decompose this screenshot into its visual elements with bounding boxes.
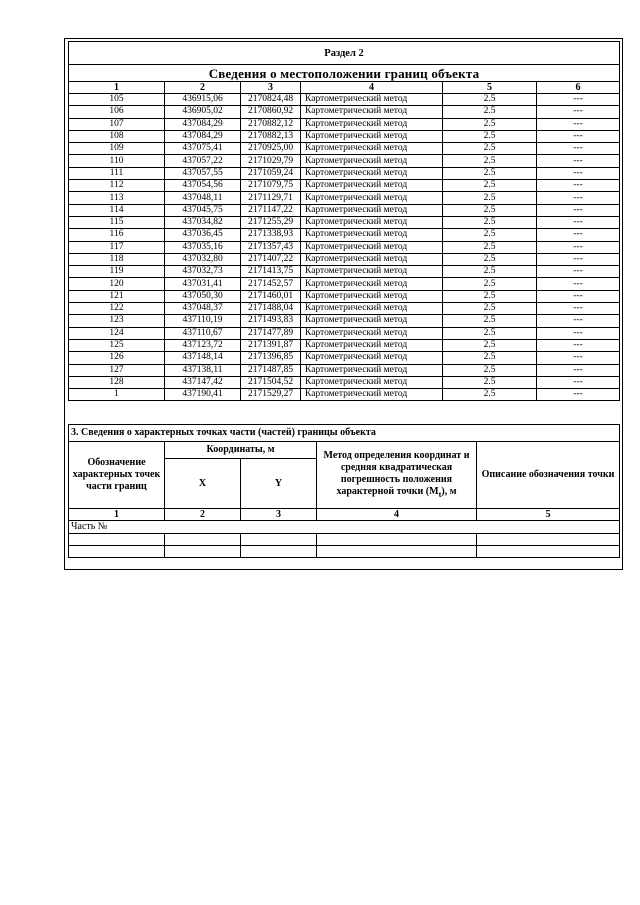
column-number: 4 [317, 509, 477, 521]
description: --- [537, 229, 620, 241]
accuracy: 2.5 [443, 167, 537, 179]
y-coord: 2171059,24 [241, 167, 301, 179]
section3-title: 3. Сведения о характерных точках части (частей) границы объекта [69, 425, 620, 442]
description: --- [537, 130, 620, 142]
accuracy: 2.5 [443, 290, 537, 302]
x-header: X [165, 459, 241, 509]
y-coord: 2171487,85 [241, 364, 301, 376]
point-number: 127 [69, 364, 165, 376]
x-coord: 437110,19 [165, 315, 241, 327]
point-number: 116 [69, 229, 165, 241]
accuracy: 2.5 [443, 266, 537, 278]
description: --- [537, 327, 620, 339]
table-row [69, 241, 620, 253]
table-row [69, 389, 620, 401]
point-number: 111 [69, 167, 165, 179]
y-coord: 2171338,93 [241, 229, 301, 241]
accuracy: 2.5 [443, 303, 537, 315]
method: Картометрический метод [301, 130, 443, 142]
column-number: 1 [69, 509, 165, 521]
empty-row [69, 546, 620, 558]
point-number: 120 [69, 278, 165, 290]
x-coord: 437190,41 [165, 389, 241, 401]
method: Картометрический метод [301, 204, 443, 216]
y-coord: 2171504,52 [241, 376, 301, 388]
description: --- [537, 118, 620, 130]
x-coord: 437148,14 [165, 352, 241, 364]
y-coord: 2171029,79 [241, 155, 301, 167]
x-coord: 437147,42 [165, 376, 241, 388]
point-number: 128 [69, 376, 165, 388]
y-header: Y [241, 459, 317, 509]
column-number: 5 [477, 509, 620, 521]
desc-header: Описание обозначения точки [477, 442, 620, 509]
empty-row [69, 534, 620, 546]
boundary-table [68, 41, 620, 401]
description: --- [537, 290, 620, 302]
method: Картометрический метод [301, 216, 443, 228]
method: Картометрический метод [301, 229, 443, 241]
accuracy: 2.5 [443, 106, 537, 118]
point-number: 126 [69, 352, 165, 364]
description: --- [537, 192, 620, 204]
point-number: 105 [69, 94, 165, 106]
x-coord: 436915,06 [165, 94, 241, 106]
x-coord: 437075,41 [165, 143, 241, 155]
description: --- [537, 266, 620, 278]
method: Картометрический метод [301, 94, 443, 106]
x-coord: 437054,56 [165, 180, 241, 192]
column-number: 2 [165, 82, 241, 94]
accuracy: 2.5 [443, 130, 537, 142]
y-coord: 2170925,00 [241, 143, 301, 155]
y-coord: 2171079,75 [241, 180, 301, 192]
description: --- [537, 315, 620, 327]
table-row [69, 143, 620, 155]
accuracy: 2.5 [443, 327, 537, 339]
accuracy: 2.5 [443, 364, 537, 376]
point-number: 115 [69, 216, 165, 228]
x-coord: 437084,29 [165, 130, 241, 142]
y-coord: 2171477,89 [241, 327, 301, 339]
method: Картометрический метод [301, 376, 443, 388]
accuracy: 2.5 [443, 315, 537, 327]
column-number: 1 [69, 82, 165, 94]
point-number: 113 [69, 192, 165, 204]
description: --- [537, 352, 620, 364]
y-coord: 2171357,43 [241, 241, 301, 253]
y-coord: 2171452,57 [241, 278, 301, 290]
accuracy: 2.5 [443, 118, 537, 130]
table-row [69, 192, 620, 204]
y-coord: 2171396,85 [241, 352, 301, 364]
x-coord: 437048,37 [165, 303, 241, 315]
y-coord: 2171391,87 [241, 339, 301, 351]
table-row [69, 130, 620, 142]
point-number: 110 [69, 155, 165, 167]
table-row [69, 94, 620, 106]
description: --- [537, 204, 620, 216]
column-number: 3 [241, 509, 317, 521]
description: --- [537, 216, 620, 228]
accuracy: 2.5 [443, 143, 537, 155]
accuracy: 2.5 [443, 204, 537, 216]
table-row [69, 303, 620, 315]
col1-header: Обозначение характерных точек части границ [69, 442, 165, 509]
column-number: 4 [301, 82, 443, 94]
x-coord: 437032,80 [165, 253, 241, 265]
table-row [69, 204, 620, 216]
y-coord: 2170882,13 [241, 130, 301, 142]
point-number: 117 [69, 241, 165, 253]
table-row [69, 253, 620, 265]
x-coord: 437045,75 [165, 204, 241, 216]
description: --- [537, 339, 620, 351]
accuracy: 2.5 [443, 192, 537, 204]
accuracy: 2.5 [443, 155, 537, 167]
table-row [69, 118, 620, 130]
x-coord: 437032,73 [165, 266, 241, 278]
table-row [69, 352, 620, 364]
y-coord: 2170882,12 [241, 118, 301, 130]
section3-number-row [69, 509, 620, 521]
point-number: 121 [69, 290, 165, 302]
table-row [69, 167, 620, 179]
accuracy: 2.5 [443, 376, 537, 388]
method-header-main: Метод определения координат и средняя квадратическая погрешность положения характерной точки (M [323, 449, 470, 497]
accuracy: 2.5 [443, 389, 537, 401]
table-row [69, 327, 620, 339]
x-coord: 437138,11 [165, 364, 241, 376]
method: Картометрический метод [301, 290, 443, 302]
table-row [69, 364, 620, 376]
accuracy: 2.5 [443, 241, 537, 253]
method: Картометрический метод [301, 364, 443, 376]
description: --- [537, 303, 620, 315]
description: --- [537, 376, 620, 388]
accuracy: 2.5 [443, 94, 537, 106]
description: --- [537, 143, 620, 155]
method-header [317, 442, 477, 509]
method: Картометрический метод [301, 180, 443, 192]
table-row [69, 229, 620, 241]
x-coord: 437050,30 [165, 290, 241, 302]
coords-header: Координаты, м [165, 442, 317, 459]
y-coord: 2171493,83 [241, 315, 301, 327]
column-number: 3 [241, 82, 301, 94]
point-number: 114 [69, 204, 165, 216]
method: Картометрический метод [301, 278, 443, 290]
table-row [69, 106, 620, 118]
description: --- [537, 364, 620, 376]
table-row [69, 376, 620, 388]
accuracy: 2.5 [443, 352, 537, 364]
x-coord: 437035,16 [165, 241, 241, 253]
accuracy: 2.5 [443, 216, 537, 228]
table-row [69, 266, 620, 278]
x-coord: 437084,29 [165, 118, 241, 130]
point-number: 119 [69, 266, 165, 278]
column-number: 5 [443, 82, 537, 94]
method: Картометрический метод [301, 143, 443, 155]
description: --- [537, 241, 620, 253]
point-number: 1 [69, 389, 165, 401]
y-coord: 2170824,48 [241, 94, 301, 106]
accuracy: 2.5 [443, 253, 537, 265]
method: Картометрический метод [301, 389, 443, 401]
description: --- [537, 155, 620, 167]
description: --- [537, 389, 620, 401]
point-number: 125 [69, 339, 165, 351]
method: Картометрический метод [301, 253, 443, 265]
column-number: 2 [165, 509, 241, 521]
method: Картометрический метод [301, 266, 443, 278]
y-coord: 2171407,22 [241, 253, 301, 265]
x-coord: 437031,41 [165, 278, 241, 290]
x-coord: 437057,55 [165, 167, 241, 179]
description: --- [537, 278, 620, 290]
description: --- [537, 94, 620, 106]
method-header-sub: t [438, 489, 442, 499]
point-number: 122 [69, 303, 165, 315]
column-number: 6 [537, 82, 620, 94]
method: Картометрический метод [301, 106, 443, 118]
accuracy: 2.5 [443, 180, 537, 192]
method: Картометрический метод [301, 315, 443, 327]
point-number: 118 [69, 253, 165, 265]
section-label: Раздел 2 [69, 42, 620, 65]
method: Картометрический метод [301, 241, 443, 253]
y-coord: 2171529,27 [241, 389, 301, 401]
x-coord: 437123,72 [165, 339, 241, 351]
x-coord: 437057,22 [165, 155, 241, 167]
section3-table [68, 424, 620, 558]
point-number: 108 [69, 130, 165, 142]
accuracy: 2.5 [443, 339, 537, 351]
y-coord: 2171147,22 [241, 204, 301, 216]
method: Картометрический метод [301, 155, 443, 167]
description: --- [537, 253, 620, 265]
point-number: 124 [69, 327, 165, 339]
table-row [69, 180, 620, 192]
description: --- [537, 106, 620, 118]
y-coord: 2171129,71 [241, 192, 301, 204]
y-coord: 2171488,04 [241, 303, 301, 315]
x-coord: 436905,02 [165, 106, 241, 118]
method: Картометрический метод [301, 352, 443, 364]
y-coord: 2171460,01 [241, 290, 301, 302]
table-row [69, 290, 620, 302]
y-coord: 2171413,75 [241, 266, 301, 278]
method: Картометрический метод [301, 327, 443, 339]
method-header-tail: ), м [441, 485, 457, 497]
point-number: 109 [69, 143, 165, 155]
x-coord: 437036,45 [165, 229, 241, 241]
table-row [69, 155, 620, 167]
point-number: 112 [69, 180, 165, 192]
part-label: Часть № [69, 521, 620, 534]
x-coord: 437110,67 [165, 327, 241, 339]
x-coord: 437048,11 [165, 192, 241, 204]
table-row [69, 339, 620, 351]
method: Картометрический метод [301, 192, 443, 204]
table-row [69, 216, 620, 228]
table-row [69, 315, 620, 327]
x-coord: 437034,82 [165, 216, 241, 228]
point-number: 106 [69, 106, 165, 118]
description: --- [537, 180, 620, 192]
y-coord: 2171255,29 [241, 216, 301, 228]
accuracy: 2.5 [443, 278, 537, 290]
description: --- [537, 167, 620, 179]
method: Картометрический метод [301, 167, 443, 179]
accuracy: 2.5 [443, 229, 537, 241]
method: Картометрический метод [301, 303, 443, 315]
column-number-row [69, 82, 620, 94]
point-number: 123 [69, 315, 165, 327]
table-title: Сведения о местоположении границ объекта [69, 65, 620, 82]
table-row [69, 278, 620, 290]
y-coord: 2170860,92 [241, 106, 301, 118]
point-number: 107 [69, 118, 165, 130]
method: Картометрический метод [301, 339, 443, 351]
method: Картометрический метод [301, 118, 443, 130]
